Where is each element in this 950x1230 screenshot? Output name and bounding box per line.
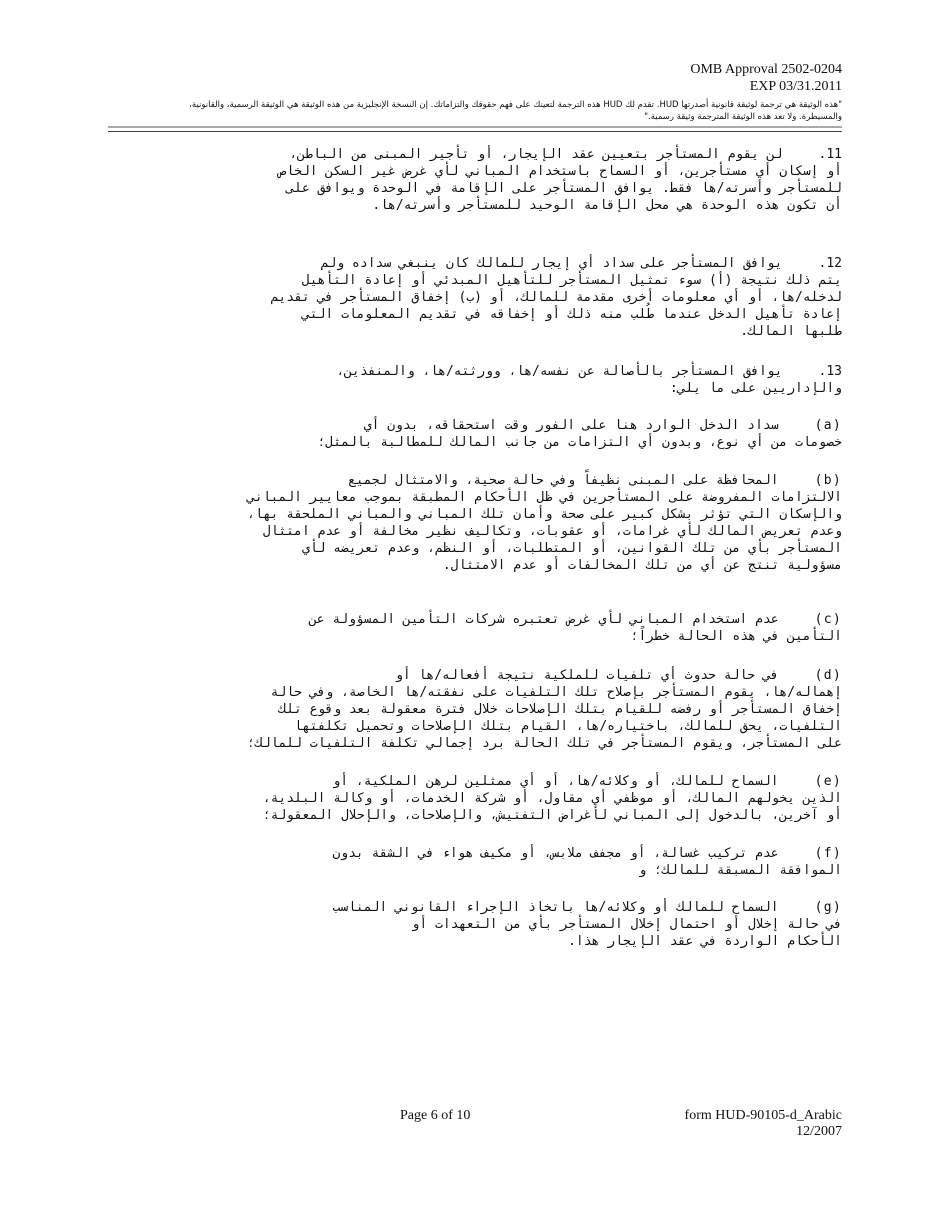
paragraph-number: (g) <box>814 900 842 915</box>
paragraph-line: الموافقة المسبقة للمالك؛ و <box>638 863 842 878</box>
paragraph-11 <box>102 146 842 214</box>
paragraph-number: (d) <box>814 668 842 683</box>
paragraph-text: سداد الدخل الوارد هنا على الفور وقت استحقاقه، بدون أي <box>363 418 779 433</box>
paragraph-e <box>102 773 842 824</box>
paragraph-line: وعدم تعريض المالك لأي غرامات، أو عقوبات، وتكاليف نظير مخالفة أو عدم امتثال <box>262 524 842 539</box>
paragraph-line: المستأجر بأي من تلك القوانين، أو المتطلبات، أو النظم، وعدم تعريضه لأي <box>301 541 842 556</box>
disclaimer-line: "هذه الوثيقة هي ترجمة لوثيقة قانونية أصدرتها HUD. تقدم لك HUD هذه الترجمة لتعينك على فهم حقوقك والتزاماتك. إن النسخة الإنجليزية من هذه الوثيقة هي الوثيقة الرسمية، والقانونية، <box>189 100 842 110</box>
paragraph-c <box>102 611 842 645</box>
paragraph-line <box>102 255 842 272</box>
paragraph-number: 12. <box>818 256 842 271</box>
paragraph-number: (a) <box>814 418 842 433</box>
omb-approval: OMB Approval 2502-0204 <box>690 62 842 77</box>
paragraph-line: للمستأجر وأسرته/ها فقط. يوافق المستأجر على الإقامة في الوحدة ويوافق على <box>286 181 842 196</box>
paragraph-d <box>102 667 842 752</box>
paragraph-line: على المستأجر، ويقوم المستأجر في تلك الحالة برد إجمالي تكلفة التلفيات للمالك؛ <box>247 736 842 751</box>
paragraph-line: الالتزامات المفروضة على المستأجرين في ظل الأحكام المطبقة بموجب معايير المباني <box>247 490 842 505</box>
divider <box>108 126 842 128</box>
divider <box>108 131 842 132</box>
paragraph-line: الذين يخولهم المالك، أو موظفي أي مقاول، أو شركة الخدمات، أو وكالة البلدية، <box>262 791 842 806</box>
paragraph-number: (b) <box>814 473 842 488</box>
paragraph-text: عدم تركيب غسالة، أو مجفف ملابس، أو مكيف هواء في الشقة بدون <box>332 846 779 861</box>
form-id: form HUD-90105-d_Arabic <box>684 1108 842 1123</box>
paragraph-line: لدخله/ها، أو أي معلومات أخرى مقدمة للمالك، أو (ب) إخفاق المستأجر في تقديم <box>270 290 842 305</box>
paragraph-line <box>102 611 842 628</box>
form-date: 12/2007 <box>796 1124 842 1139</box>
paragraph-line <box>102 899 842 916</box>
paragraph-line <box>102 363 842 380</box>
paragraph-line: طلبها المالك. <box>740 324 842 339</box>
paragraph-line <box>102 845 842 862</box>
paragraph-line: مسؤولية تنتج عن أي من تلك المخالفات أو عدم الامتثال. <box>442 558 842 573</box>
paragraph-line: في حالة إخلال أو احتمال إخلال المستأجر بأي من التعهدات أو <box>411 917 842 932</box>
paragraph-number: 11. <box>818 147 842 162</box>
paragraph-line: التأمين في هذه الحالة خطراً؛ <box>630 629 842 644</box>
paragraph-number: (c) <box>814 612 842 627</box>
paragraph-12 <box>102 255 842 340</box>
paragraph-text: في حالة حدوث أي تلفيات للملكية نتيجة أفعاله/ها أو <box>395 668 779 683</box>
paragraph-line <box>102 472 842 489</box>
paragraph-text: السماح للمالك أو وكلائه/ها باتخاذ الإجراء القانوني المناسب <box>332 900 779 915</box>
paragraph-line <box>102 146 842 163</box>
paragraph-text: السماح للمالك، أو وكلائه/ها، أو أي ممثلين لرهن الملكية، أو <box>332 774 779 789</box>
paragraph-line: والإسكان التي تؤثر بشكل كبير على صحة وأمان تلك المباني والمباني الملحقة بها، <box>247 507 842 522</box>
paragraph-line: إعادة تأهيل الدخل عندما طُلب منه ذلك أو إخفاقه في تقديم المعلومات التي <box>301 307 842 322</box>
paragraph-text: يوافق المستأجر على سداد أي إيجار للمالك كان ينبغي سداده ولم <box>320 256 783 271</box>
paragraph-number: (f) <box>814 846 842 861</box>
paragraph-line <box>102 667 842 684</box>
paragraph-line: الأحكام الواردة في عقد الإيجار هذا. <box>568 934 842 949</box>
paragraph-text: المحافظة على المبنى نظيفاً وفي حالة صحية، والامتثال لجميع <box>348 473 779 488</box>
paragraph-number: 13. <box>818 364 842 379</box>
expiration-date: EXP 03/31.2011 <box>749 79 842 94</box>
paragraph-number: (e) <box>814 774 842 789</box>
paragraph-text: عدم استخدام المباني لأي غرض تعتبره شركات التأمين المسؤولة عن <box>308 612 779 627</box>
paragraph-g <box>102 899 842 950</box>
page-number: Page 6 of 10 <box>400 1108 471 1123</box>
paragraph-line: إخفاق المستأجر أو رفضه للقيام بتلك الإصلاحات خلال فترة معقولة بعد وقوع تلك <box>278 702 842 717</box>
paragraph-f <box>102 845 842 879</box>
paragraph-line: أن تكون هذه الوحدة هي محل الإقامة الوحيد للمستأجر وأسرته/ها. <box>372 198 842 213</box>
paragraph-text: يوافق المستأجر بالأصالة عن نفسه/ها، وورثته/ها، والمنفذين، <box>336 364 783 379</box>
paragraph-line: يتم ذلك نتيجة (أ) سوء تمثيل المستأجر للتأهيل المبدئي أو إعادة التأهيل <box>301 273 842 288</box>
paragraph-text: لن يقوم المستأجر بتعيين عقد الإيجار، أو تأجير المبنى من الباطن، <box>289 147 783 162</box>
paragraph-line: أو إسكان أي مستأجرين، أو السماح باستخدام المباني لأي غرض غير السكن الخاص <box>278 164 842 179</box>
translation-disclaimer <box>82 99 842 123</box>
paragraph-a <box>102 417 842 451</box>
paragraph-line: التلفيات، يحق للمالك، باختياره/ها، القيام بتلك الإصلاحات وتحميل تكلفتها <box>294 719 842 734</box>
paragraph-line: إهماله/ها، يقوم المستأجر بإصلاح تلك التلفيات على نفقته/ها الخاصة، وفي حالة <box>270 685 842 700</box>
paragraph-line: أو آخرين، بالدخول إلى المباني لأغراض التفتيش، والإصلاحات، والإحلال المعقولة؛ <box>262 808 842 823</box>
paragraph-line: خصومات من أي نوع، وبدون أي التزامات من جانب المالك للمطالبة بالمثل؛ <box>317 435 842 450</box>
disclaimer-line: والمسيطرة. ولا تعد هذه الوثيقة المترجمة وثيقة رسمية." <box>644 112 842 122</box>
paragraph-b <box>102 472 842 574</box>
paragraph-line: والإداريين على ما يلي: <box>669 381 842 396</box>
paragraph-line <box>102 417 842 434</box>
paragraph-13 <box>102 363 842 397</box>
paragraph-line <box>102 773 842 790</box>
